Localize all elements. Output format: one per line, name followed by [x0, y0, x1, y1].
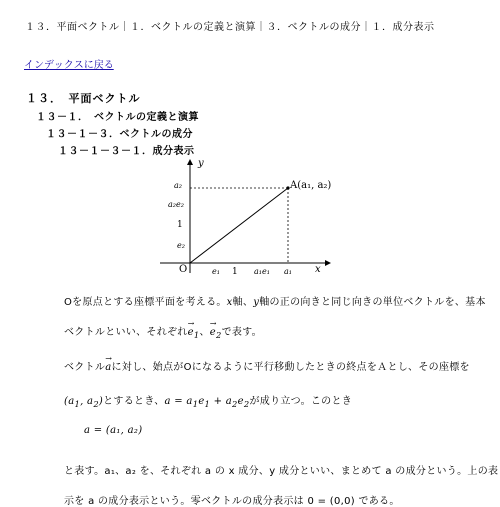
paragraph-3-line-2: 示を a の成分表示という。零ベクトルの成分表示は 0 = (0,0) である。 — [64, 496, 400, 507]
chapter-heading: １３． 平面ベクトル — [26, 92, 141, 105]
paragraph-1-line-1: Oを原点とする座標平面を考える。x軸、y軸の正の向きと同じ向きの単位ベクトルを、基本 — [64, 297, 486, 308]
paragraph-3-line-1: と表す。a₁、a₂ を、それぞれ a の x 成分、y 成分といい、まとめて a の成分という。上の表 — [64, 466, 499, 477]
y-tick-a2: a₂ — [174, 181, 182, 190]
y-tick-a2e2: a₂e₂ — [168, 200, 184, 209]
subsubsection-heading: １３－１－３－１．成分表示 — [58, 146, 195, 157]
y-tick-one: 1 — [177, 220, 183, 230]
x-tick-a1e1: a₁e₁ — [254, 267, 270, 276]
vector-figure — [150, 150, 350, 280]
component-formula: a = (a₁, a₂) — [84, 425, 143, 436]
breadcrumb: １３．平面ベクトル｜１．ベクトルの定義と演算｜３．ベクトルの成分｜１．成分表示 — [25, 22, 435, 33]
point-a-label: A(a₁, a₂) — [290, 180, 332, 191]
subsection-heading: １３－１－３．ベクトルの成分 — [46, 129, 193, 140]
x-axis-label: x — [315, 264, 321, 275]
x-tick-a1: a₁ — [284, 267, 292, 276]
x-tick-e1: e₁ — [212, 267, 220, 276]
vector-oa — [190, 188, 288, 263]
origin-label: O — [179, 264, 188, 275]
back-to-index-link[interactable]: インデックスに戻る — [24, 60, 114, 71]
y-axis-label: y — [198, 158, 204, 169]
paragraph-1-line-2: ベクトルといい、それぞれ→ $e_1$、→ $e_2$で表す。 — [64, 323, 262, 340]
y-tick-e2: e₂ — [177, 241, 185, 250]
paragraph-2-line-2: ($a_1$, $a_2$)とするとき、$a = a_1e_1 + a_2e_2$が成り立つ。このとき — [64, 396, 353, 409]
paragraph-2-line-1: ベクトル→ aに対し、始点がOになるように平行移動したときの終点をＡとし、その座標を — [64, 358, 470, 373]
section-heading: １３－１． ベクトルの定義と演算 — [36, 112, 199, 123]
x-tick-one: 1 — [232, 267, 238, 277]
